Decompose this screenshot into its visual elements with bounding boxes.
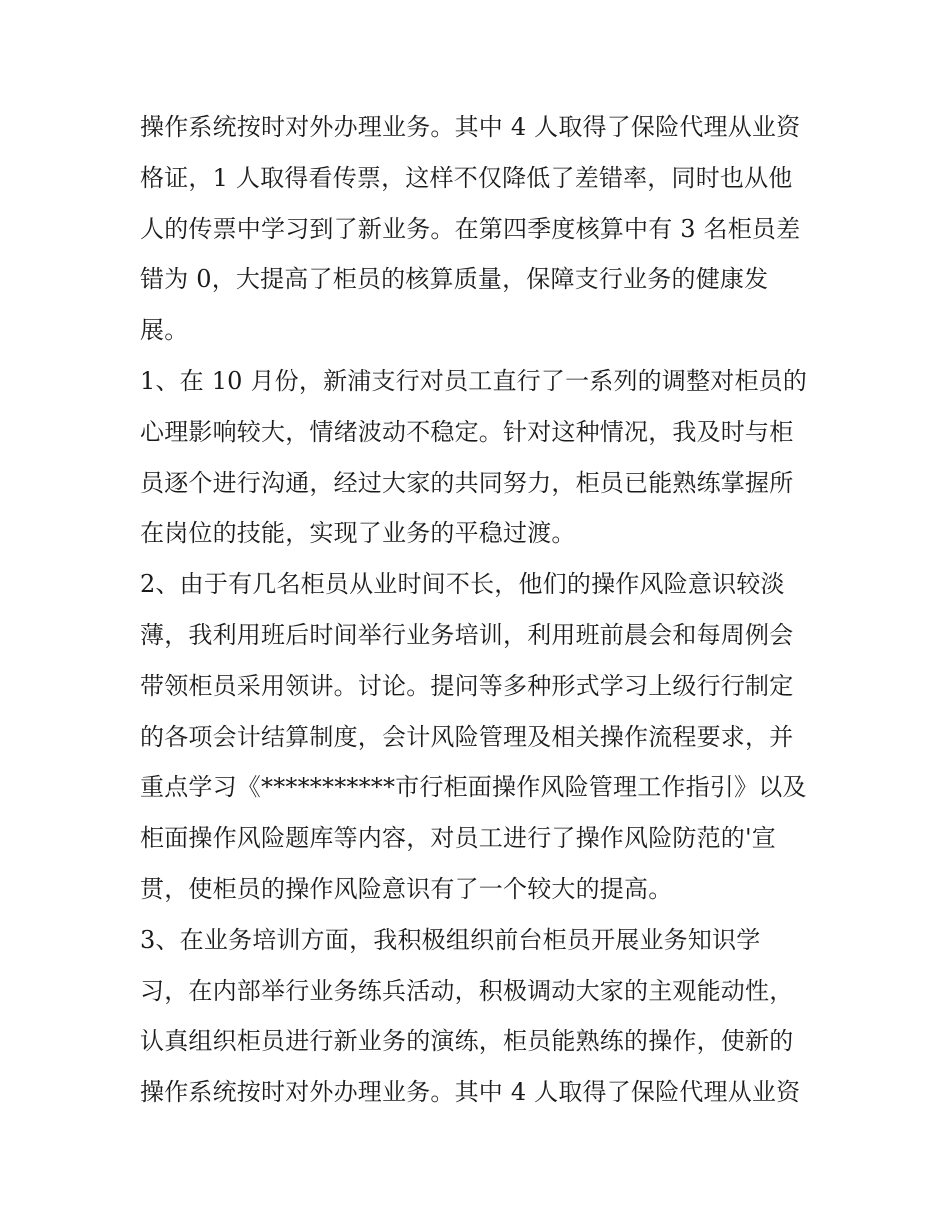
text-line: 的各项会计结算制度，会计风险管理及相关操作流程要求，并 — [140, 722, 794, 751]
text-line: 操作系统按时对外办理业务。其中 4 人取得了保险代理从业资 — [140, 113, 801, 141]
text-line: 贯，使柜员的操作风险意识有了一个较大的提高。 — [140, 874, 673, 903]
text-line: 重点学习《***********市行柜面操作风险管理工作指引》以及 — [140, 773, 807, 802]
text-line: 3、在业务培训方面，我积极组织前台柜员开展业务知识学 — [140, 925, 761, 954]
text-line: 1、在 10 月份，新浦支行对员工直行了一系列的调整对柜员的 — [140, 366, 808, 395]
text-line: 习，在内部举行业务练兵活动，积极调动大家的主观能动性， — [140, 976, 794, 1005]
text-line: 员逐个进行沟通，经过大家的共同努力，柜员已能熟练掌握所 — [140, 468, 794, 497]
text-line: 认真组织柜员进行新业务的演练，柜员能熟练的操作，使新的 — [140, 1027, 794, 1056]
text-line: 带领柜员采用领讲。讨论。提问等多种形式学习上级行行制定 — [140, 671, 794, 700]
text-line: 薄，我利用班后时间举行业务培训，利用班前晨会和每周例会 — [140, 620, 794, 649]
text-line: 格证，1 人取得看传票，这样不仅降低了差错率，同时也从他 — [140, 163, 793, 192]
document-body — [140, 102, 820, 1118]
text-line: 心理影响较大，情绪波动不稳定。针对这种情况，我及时与柜 — [140, 417, 794, 446]
text-line: 在岗位的技能，实现了业务的平稳过渡。 — [140, 519, 576, 548]
text-line: 错为 0，大提高了柜员的核算质量，保障支行业务的健康发 — [140, 265, 769, 294]
text-line: 展。 — [140, 316, 189, 345]
text-line: 操作系统按时对外办理业务。其中 4 人取得了保险代理从业资 — [140, 1078, 801, 1107]
text-line: 人的传票中学习到了新业务。在第四季度核算中有 3 名柜员差 — [140, 214, 801, 243]
text-line: 2、由于有几名柜员从业时间不长，他们的操作风险意识较淡 — [140, 570, 785, 599]
text-line: 柜面操作风险题库等内容，对员工进行了操作风险防范的'宣 — [140, 824, 776, 853]
